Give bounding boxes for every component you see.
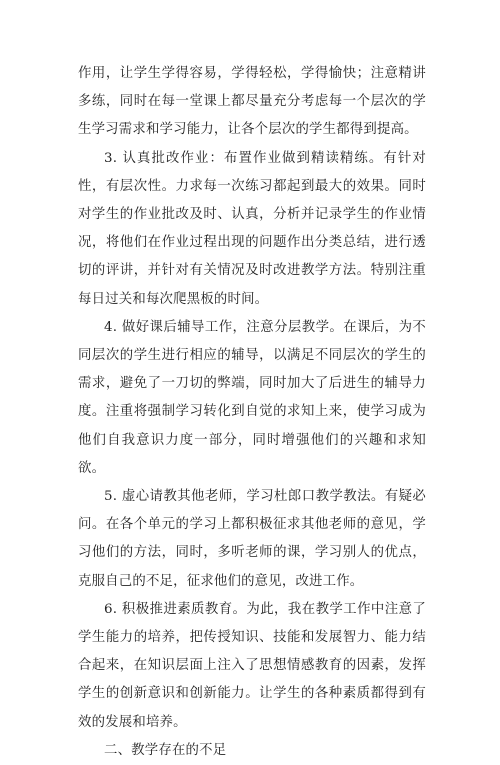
paragraph-item-5-consult: 5. 虚心请教其他老师，学习杜郎口教学教法。有疑必问。在各个单元的学习上都积极征求其他老师的意见，学习他们的方法，同时，多听老师的课，学习别人的优点，克服自己的不足，征求他们的意见，改进工作。 (78, 489, 426, 589)
paragraph-continuation: 作用，让学生学得容易，学得轻松，学得愉快；注意精讲多练，同时在每一堂课上都尽量充分考虑每一个层次的学生学习需求和学习能力，让各个层次的学生都得到提高。 (78, 66, 426, 138)
paragraph-item-6-quality-education: 6. 积极推进素质教育。为此，我在教学工作中注意了学生能力的培养，把传授知识、技能和发展智力、能力结合起来，在知识层面上注入了思想情感教育的因素，发挥学生的创新意识和创新能力。让学生的各种素质都得到有效的发展和培养。 (78, 601, 426, 730)
document-body (78, 60, 426, 765)
section-heading-shortcomings: 二、教学存在的不足 (104, 742, 227, 758)
paragraph-item-3-homework: 3. 认真批改作业：布置作业做到精读精练。有针对性，有层次性。力求每一次练习都起到最大的效果。同时对学生的作业批改及时、认真，分析并记录学生的作业情况，将他们在作业过程出现的问题作出分类总结，进行透切的评讲，并针对有关情况及时改进教学方法。特别注重每日过关和每次爬黑板的时间。 (78, 150, 426, 307)
paragraph-item-4-tutoring: 4. 做好课后辅导工作，注意分层教学。在课后，为不同层次的学生进行相应的辅导，以满足不同层次的学生的需求，避免了一刀切的弊端，同时加大了后进生的辅导力度。注重将强制学习转化到自觉的求知上来，使学习成为他们自我意识力度一部分，同时增强他们的兴趣和求知欲。 (78, 319, 426, 476)
